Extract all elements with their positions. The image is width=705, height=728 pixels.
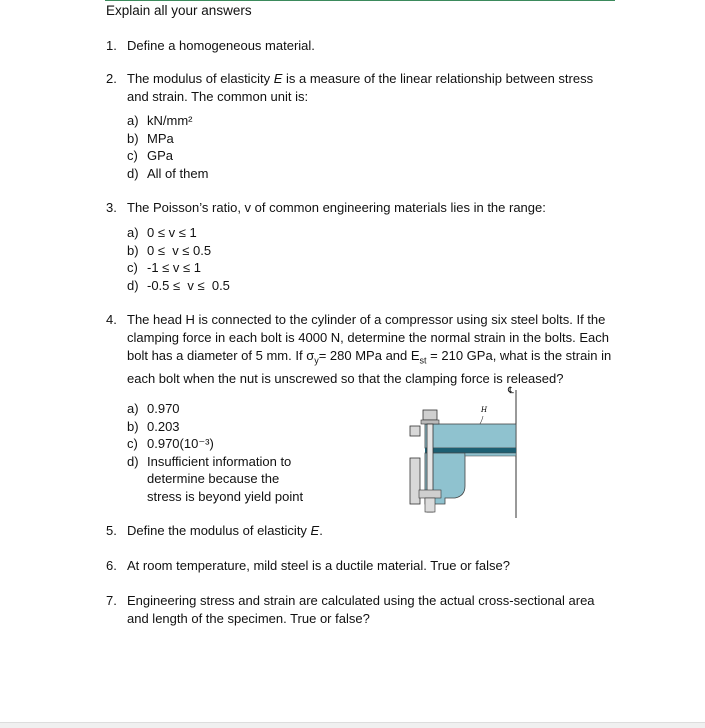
option-b[interactable] bbox=[127, 242, 230, 260]
option-label: c) bbox=[127, 436, 138, 451]
question-text: Engineering stress and strain are calculated using the actual cross-sectional area and length of the specimen. True or false? bbox=[127, 593, 595, 626]
options-q2 bbox=[127, 112, 208, 182]
question-text: The Poisson’s ratio, v of common engineering materials lies in the range: bbox=[127, 200, 546, 215]
page-bottom-edge bbox=[0, 722, 705, 728]
option-d[interactable] bbox=[127, 277, 230, 295]
question-number: 2. bbox=[106, 71, 117, 86]
question-number: 6. bbox=[106, 558, 117, 573]
question-text: Define the modulus of elasticity E. bbox=[127, 523, 323, 538]
option-text: MPa bbox=[147, 130, 174, 146]
bolt-diagram bbox=[405, 386, 530, 521]
option-label: d) bbox=[127, 277, 139, 293]
option-label: a) bbox=[127, 401, 139, 416]
option-text: 0 ≤ v ≤ 1 bbox=[147, 225, 197, 240]
question-1 bbox=[106, 37, 616, 55]
option-d[interactable] bbox=[127, 165, 208, 183]
question-4 bbox=[106, 311, 616, 388]
option-label: c) bbox=[127, 148, 138, 163]
question-3 bbox=[106, 199, 616, 217]
option-text: -1 ≤ v ≤ 1 bbox=[147, 260, 202, 275]
option-text: GPa bbox=[147, 148, 174, 163]
question-text: The modulus of elasticity E is a measure of the linear relationship between stress and strain. The common unit is: bbox=[127, 71, 594, 104]
question-text: At room temperature, mild steel is a ductile material. True or false? bbox=[127, 558, 510, 573]
bolt-cylinder-figure bbox=[405, 386, 530, 521]
option-a[interactable] bbox=[127, 400, 303, 418]
option-d[interactable] bbox=[127, 453, 303, 506]
option-text: 0.970(10⁻³) bbox=[147, 436, 214, 451]
option-text: 0 ≤ v ≤ 0.5 bbox=[147, 242, 212, 258]
option-label: d) bbox=[127, 453, 139, 469]
option-text: 0.970 bbox=[147, 401, 180, 416]
question-5 bbox=[106, 522, 616, 540]
question-number: 4. bbox=[106, 312, 117, 327]
option-label: b) bbox=[127, 130, 139, 146]
question-text: The head H is connected to the cylinder of a compressor using six steel bolts. If the clamping force in each bolt is 4000 N, determine the normal strain in the bolts. Each bolt has a diameter of 5 mm. If $\sigma_y= 280$ MPa and $E_{st} = 210$ GPa, what is the strain in each bolt when the nut is unscrewed so that the clamping force is released? bbox=[127, 312, 612, 386]
option-label: a) bbox=[127, 225, 139, 240]
centerline-label: ℄ bbox=[508, 386, 514, 396]
option-a[interactable] bbox=[127, 112, 208, 130]
question-number: 5. bbox=[106, 523, 117, 538]
option-label: a) bbox=[127, 113, 139, 128]
question-2 bbox=[106, 70, 616, 106]
option-text: -0.5 ≤ v ≤ 0.5 bbox=[147, 277, 230, 293]
question-6 bbox=[106, 557, 616, 575]
option-b[interactable] bbox=[127, 418, 303, 436]
options-q3 bbox=[127, 224, 230, 294]
option-label: b) bbox=[127, 418, 139, 434]
option-a[interactable] bbox=[127, 224, 230, 242]
option-label: b) bbox=[127, 242, 139, 258]
options-q4 bbox=[127, 400, 303, 505]
option-c[interactable] bbox=[127, 147, 208, 165]
option-c[interactable] bbox=[127, 259, 230, 277]
top-rule bbox=[105, 0, 615, 1]
option-text: 0.203 bbox=[147, 418, 180, 434]
instructions-header: Explain all your answers bbox=[106, 3, 252, 18]
question-text: Define a homogeneous material. bbox=[127, 38, 315, 53]
question-7 bbox=[106, 592, 616, 628]
option-c[interactable] bbox=[127, 435, 303, 453]
option-text: Insufficient information to determine because the stress is beyond yield point bbox=[147, 453, 304, 504]
option-label: d) bbox=[127, 165, 139, 181]
option-text: kN/mm² bbox=[147, 113, 193, 128]
question-number: 1. bbox=[106, 38, 117, 53]
option-label: c) bbox=[127, 260, 138, 275]
question-number: 7. bbox=[106, 593, 117, 608]
option-text: All of them bbox=[147, 165, 209, 181]
option-b[interactable] bbox=[127, 130, 208, 148]
question-number: 3. bbox=[106, 200, 117, 215]
head-label: H bbox=[481, 406, 488, 414]
